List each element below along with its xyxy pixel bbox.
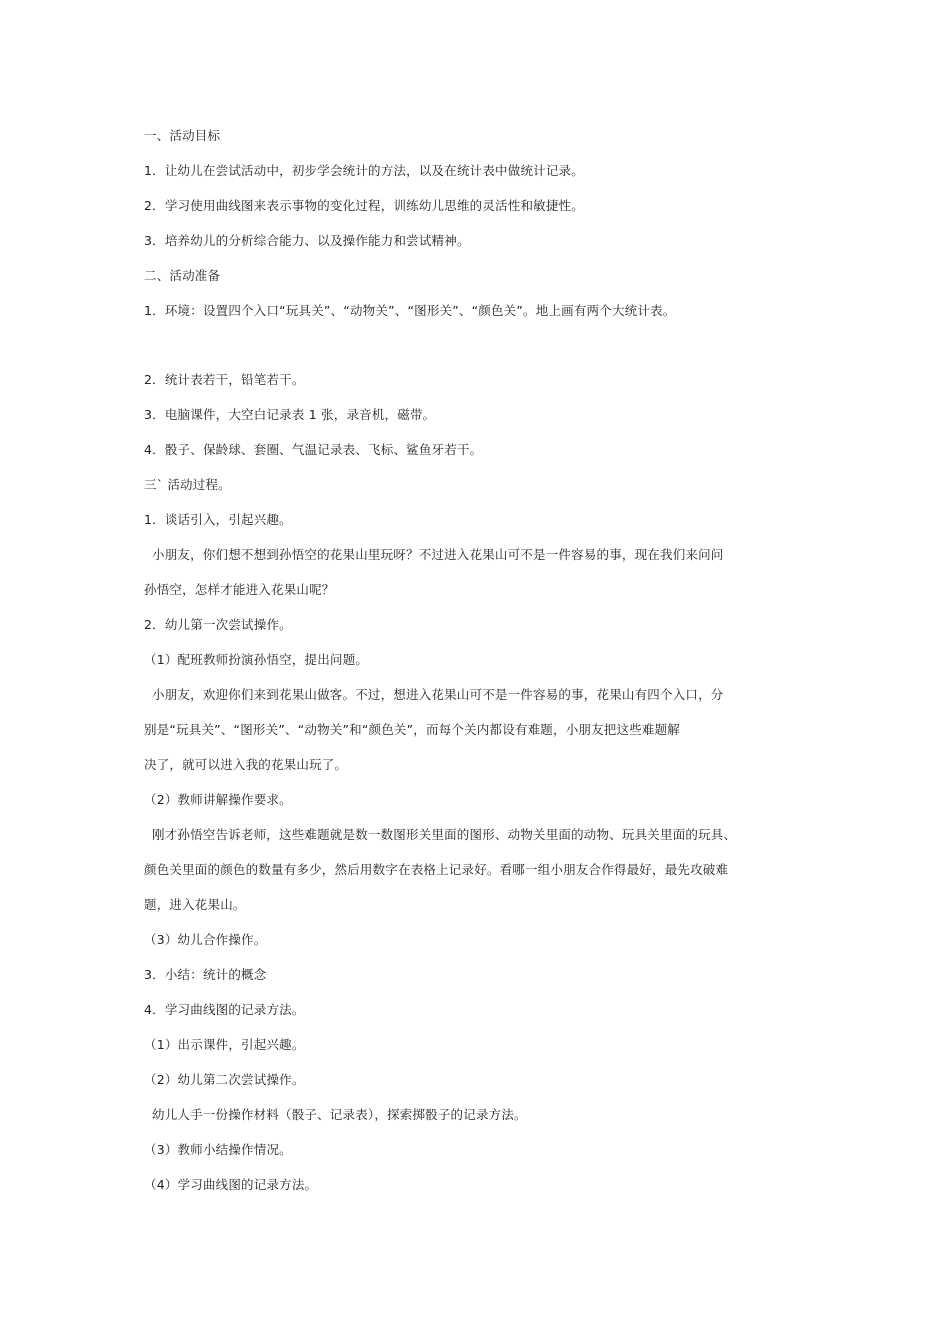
- step-2-sub-2: （2）教师讲解操作要求。: [144, 792, 292, 807]
- goal-item-1: 1．让幼儿在尝试活动中，初步学会统计的方法，以及在统计表中做统计记录。: [144, 163, 584, 178]
- step-2-sub-1-paragraph-line-3: 决了，就可以进入我的花果山玩了。: [144, 757, 348, 772]
- step-4-sub-4: （4）学习曲线图的记录方法。: [144, 1177, 318, 1192]
- step-1-paragraph-line-1: 小朋友，你们想不想到孙悟空的花果山里玩呀？不过进入花果山可不是一件容易的事，现在我们来问问: [152, 547, 724, 562]
- step-2-sub-2-paragraph-line-2: 颜色关里面的颜色的数量有多少，然后用数字在表格上记录好。看哪一组小朋友合作得最好，最先攻破难: [144, 862, 729, 877]
- goal-item-2: 2．学习使用曲线图来表示事物的变化过程，训练幼儿思维的灵活性和敏捷性。: [144, 198, 584, 213]
- prep-item-4: 4．骰子、保龄球、套圈、气温记录表、飞标、鲨鱼牙若干。: [144, 442, 483, 457]
- step-2-sub-1: （1）配班教师扮演孙悟空，提出问题。: [144, 652, 369, 667]
- step-4-sub-1: （1）出示课件，引起兴趣。: [144, 1037, 305, 1052]
- section-heading-process: 三` 活动过程。: [144, 477, 231, 492]
- step-3: 3．小结：统计的概念: [144, 967, 267, 982]
- step-4-sub-2-paragraph: 幼儿人手一份操作材料（骰子、记录表），探索掷骰子的记录方法。: [152, 1107, 527, 1122]
- step-2-sub-3: （3）幼儿合作操作。: [144, 932, 267, 947]
- goal-item-3: 3．培养幼儿的分析综合能力、以及操作能力和尝试精神。: [144, 233, 470, 248]
- step-1-paragraph-line-2: 孙悟空，怎样才能进入花果山呢？: [144, 582, 335, 597]
- step-2-sub-2-paragraph-line-3: 题，进入花果山。: [144, 897, 246, 912]
- prep-item-1: 1．环境：设置四个入口“玩具关”、“动物关”、“图形关”、“颜色关”。地上画有两个大统计表。: [144, 303, 676, 318]
- step-2-sub-1-paragraph-line-2: 别是“玩具关”、“图形关”、“动物关”和“颜色关”，而每个关内都设有难题，小朋友把这些难题解: [144, 722, 681, 737]
- step-4: 4．学习曲线图的记录方法。: [144, 1002, 305, 1017]
- step-1: 1．谈话引入，引起兴趣。: [144, 512, 292, 527]
- section-heading-goals: 一、活动目标: [144, 128, 221, 143]
- prep-item-3: 3．电脑课件，大空白记录表 1 张，录音机，磁带。: [144, 407, 436, 422]
- step-2: 2．幼儿第一次尝试操作。: [144, 617, 292, 632]
- prep-item-2: 2．统计表若干，铅笔若干。: [144, 372, 305, 387]
- blank-line: [144, 328, 814, 362]
- step-4-sub-3: （3）教师小结操作情况。: [144, 1142, 292, 1157]
- step-4-sub-2: （2）幼儿第二次尝试操作。: [144, 1072, 305, 1087]
- step-2-sub-1-paragraph-line-1: 小朋友，欢迎你们来到花果山做客。不过，想进入花果山可不是一件容易的事，花果山有四个入口，分: [152, 687, 724, 702]
- step-2-sub-2-paragraph-line-1: 刚才孙悟空告诉老师，这些难题就是数一数图形关里面的图形、动物关里面的动物、玩具关里面的玩具、: [152, 827, 737, 842]
- document-page: [144, 118, 814, 1202]
- section-heading-preparation: 二、活动准备: [144, 268, 221, 283]
